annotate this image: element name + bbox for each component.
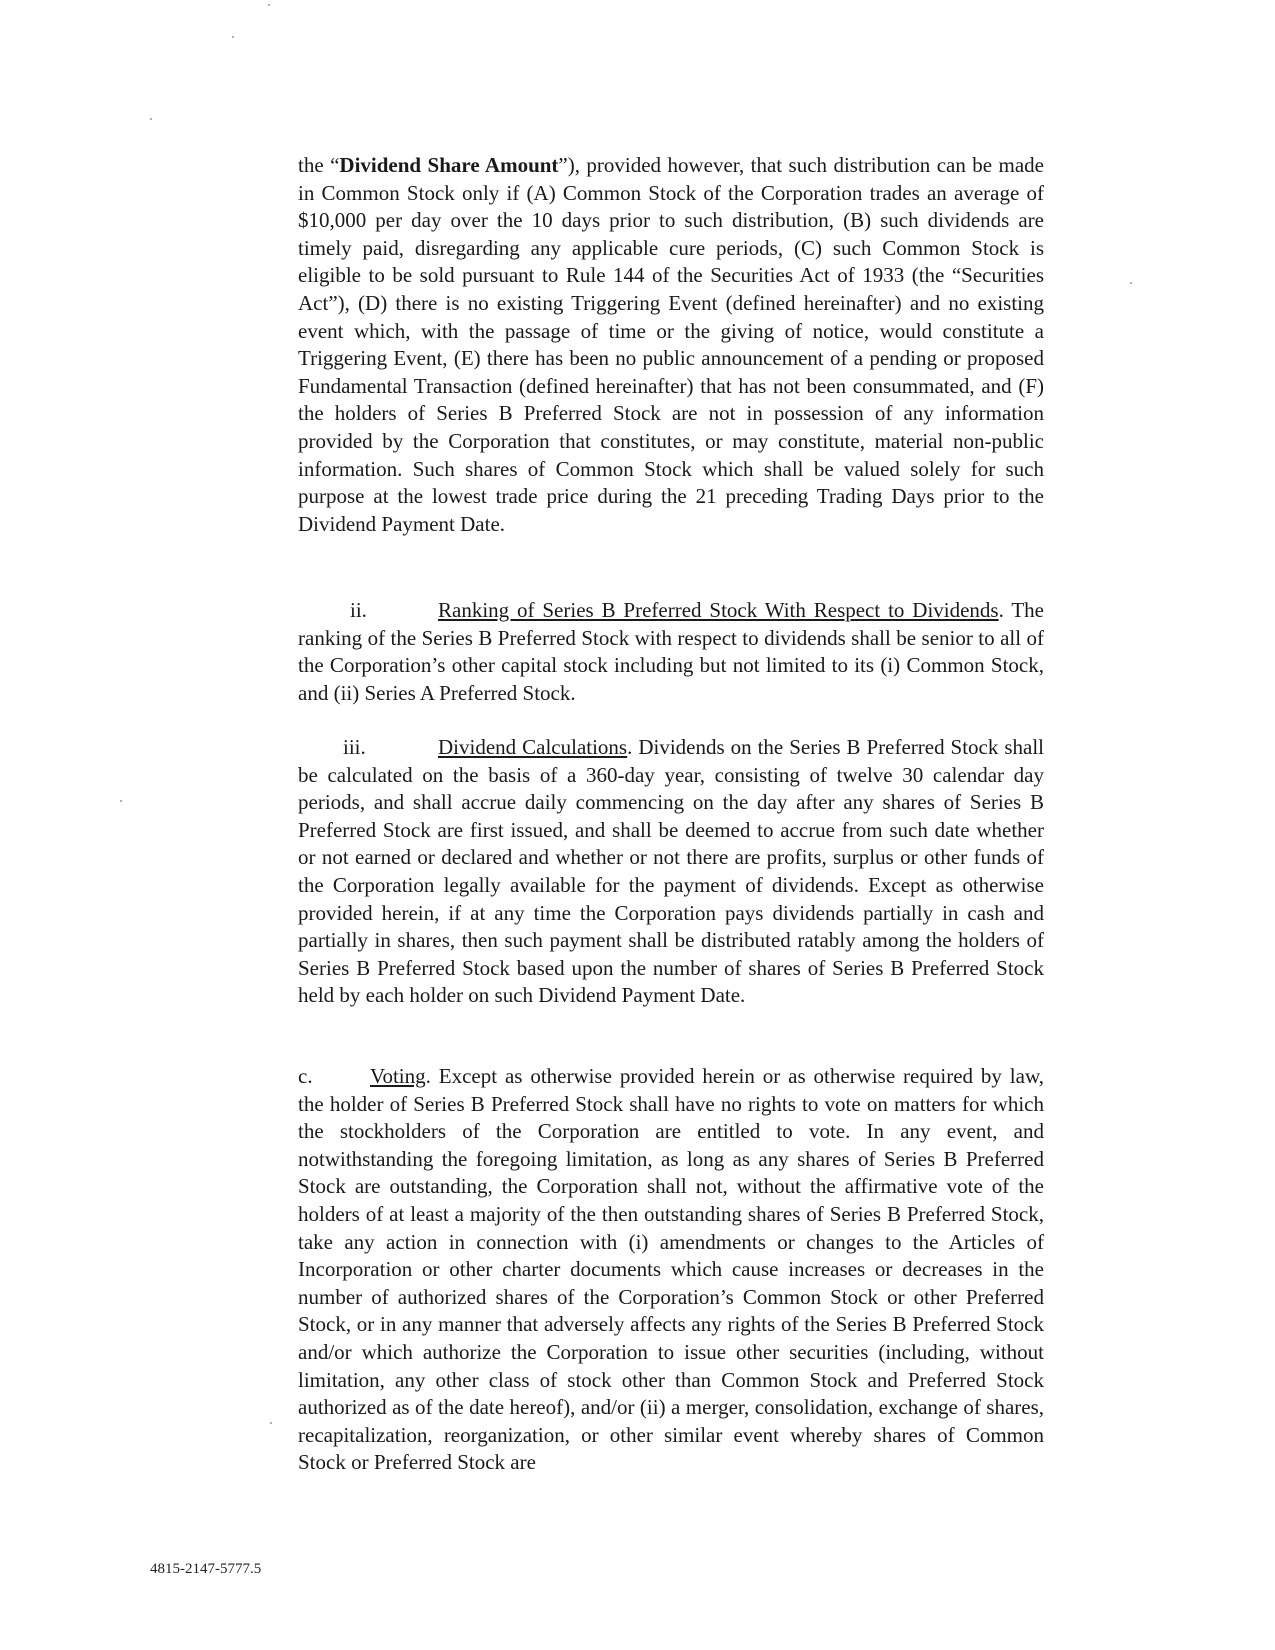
- paragraph-open-quote: the “: [298, 153, 340, 177]
- paragraph-text: . Except as otherwise provided herein or as otherwise required by law, the holder of Series B Preferred Stock shall have no rights to vote on matters for which the stockholders of the Corporation are entitled to vote. In any event, and notwithstanding the foregoing limitation, as long as any shares of Series B Preferred Stock are outstanding, the Corporation shall not, without the affirmative vote of the holders of at least a majority of the then outstanding shares of Series B Preferred Stock, take any action in connection with (i) amendments or changes to the Articles of Incorporation or other charter documents which cause increases or decreases in the number of authorized shares of the Corporation’s Common Stock or other Preferred Stock, or in any manner that adversely affects any rights of the Series B Preferred Stock and/or which authorize the Corporation to issue other securities (including, without limitation, any other class of stock other than Common Stock and Preferred Stock authorized as of the date hereof), and/or (ii) a merger, consolidation, exchange of shares, recapitalization, reorganization, or other similar event whereby shares of Common Stock or Preferred Stock are: [298, 1064, 1044, 1475]
- section-heading: Ranking of Series B Preferred Stock With Respect to Dividends: [438, 598, 999, 622]
- section-number: c.: [298, 1064, 313, 1088]
- paragraph-ranking: [298, 597, 1044, 707]
- paragraph-dividend-share-amount: [298, 152, 1044, 538]
- paragraph-voting: [298, 1063, 1044, 1477]
- section-heading: Dividend Calculations: [438, 735, 628, 759]
- defined-term-dividend-share-amount: Dividend Share Amount: [339, 153, 559, 177]
- paragraph-text: ”), provided however, that such distribution can be made in Common Stock only if (A) Common Stock of the Corporation trades an average of $10,000 per day over the 10 days prior to such distribution, (B) such dividends are timely paid, disregarding any applicable cure periods, (C) such Common Stock is eligible to be sold pursuant to Rule 144 of the Securities Act of 1933 (the “Securities Act”), (D) there is no existing Triggering Event (defined hereinafter) and no existing event which, with the passage of time or the giving of notice, would constitute a Triggering Event, (E) there has been no public announcement of a pending or proposed Fundamental Transaction (defined hereinafter) that has not been consummated, and (F) the holders of Series B Preferred Stock are not in possession of any information provided by the Corporation that constitutes, or may constitute, material non-public information. Such shares of Common Stock which shall be valued solely for such purpose at the lowest trade price during the 21 preceding Trading Days prior to the Dividend Payment Date.: [298, 153, 1044, 536]
- paragraph-text: . Dividends on the Series B Preferred Stock shall be calculated on the basis of a 360-day year, consisting of twelve 30 calendar day periods, and shall accrue daily commencing on the day after any shares of Series B Preferred Stock are first issued, and shall be deemed to accrue from such date whether or not earned or declared and whether or not there are profits, surplus or other funds of the Corporation legally available for the payment of dividends. Except as otherwise provided herein, if at any time the Corporation pays dividends partially in cash and partially in shares, then such payment shall be distributed ratably among the holders of Series B Preferred Stock based upon the number of shares of Series B Preferred Stock held by each holder on such Dividend Payment Date.: [298, 735, 1045, 1008]
- scan-speck: [1130, 282, 1132, 284]
- scan-speck: [268, 4, 270, 6]
- scan-speck: [232, 36, 234, 38]
- scan-speck: [120, 800, 122, 802]
- paragraph-text: . The ranking of the Series B Preferred Stock with respect to dividends shall be senior to all of the Corporation’s other capital stock including but not limited to its (i) Common Stock, and (ii) Series A Preferred Stock.: [298, 598, 1044, 705]
- document-id: 4815-2147-5777.5: [150, 1561, 262, 1577]
- section-number: iii.: [343, 735, 366, 759]
- scan-speck: [270, 1422, 272, 1424]
- section-number: ii.: [350, 598, 367, 622]
- scan-speck: [150, 118, 152, 120]
- section-heading: Voting: [370, 1064, 426, 1088]
- paragraph-dividend-calculations: [298, 734, 1044, 1010]
